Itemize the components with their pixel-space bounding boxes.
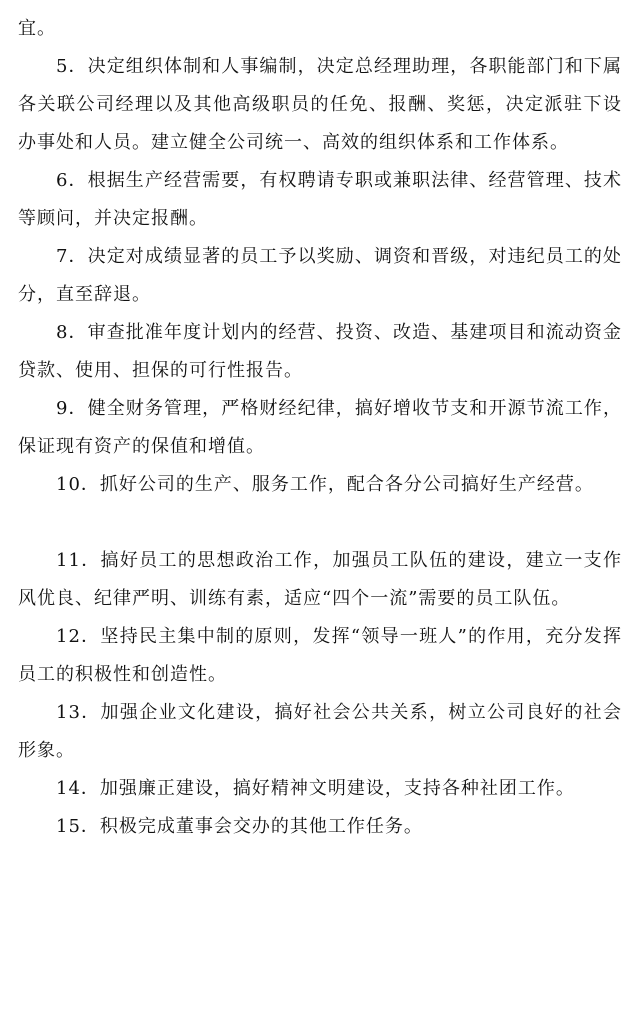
item-14: 14．加强廉正建设，搞好精神文明建设，支持各种社团工作。 [56, 778, 575, 799]
paragraph-tail: 宜。 [18, 18, 56, 39]
item-12: 12．坚持民主集中制的原则，发挥“领导一班人”的作用，充分发挥员工的积极性和创造性。 [18, 626, 622, 685]
cut-off-top-line [18, 0, 622, 10]
item-13: 13．加强企业文化建设，搞好社会公共关系，树立公司良好的社会形象。 [18, 702, 622, 761]
cut-off-text [18, 0, 622, 10]
item-9: 9．健全财务管理，严格财经纪律，搞好增收节支和开源节流工作，保证现有资产的保值和增值。 [18, 398, 622, 457]
item-7: 7．决定对成绩显著的员工予以奖励、调资和晋级，对违纪员工的处分，直至辞退。 [18, 246, 622, 305]
blank-line [18, 504, 622, 542]
item-6: 6．根据生产经营需要，有权聘请专职或兼职法律、经营管理、技术等顾问，并决定报酬。 [18, 170, 622, 229]
item-5: 5．决定组织体制和人事编制，决定总经理助理，各职能部门和下属各关联公司经理以及其他高级职员的任免、报酬、奖惩，决定派驻下设办事处和人员。建立健全公司统一、高效的组织体系和工作体系。 [18, 56, 622, 153]
item-10: 10．抓好公司的生产、服务工作，配合各分公司搞好生产经营。 [56, 474, 594, 495]
item-11: 11．搞好员工的思想政治工作，加强员工队伍的建设，建立一支作风优良、纪律严明、训练有素，适应“四个一流”需要的员工队伍。 [18, 550, 622, 609]
item-8: 8．审查批准年度计划内的经营、投资、改造、基建项目和流动资金贷款、使用、担保的可行性报告。 [18, 322, 622, 381]
item-15: 15．积极完成董事会交办的其他工作任务。 [56, 816, 423, 837]
